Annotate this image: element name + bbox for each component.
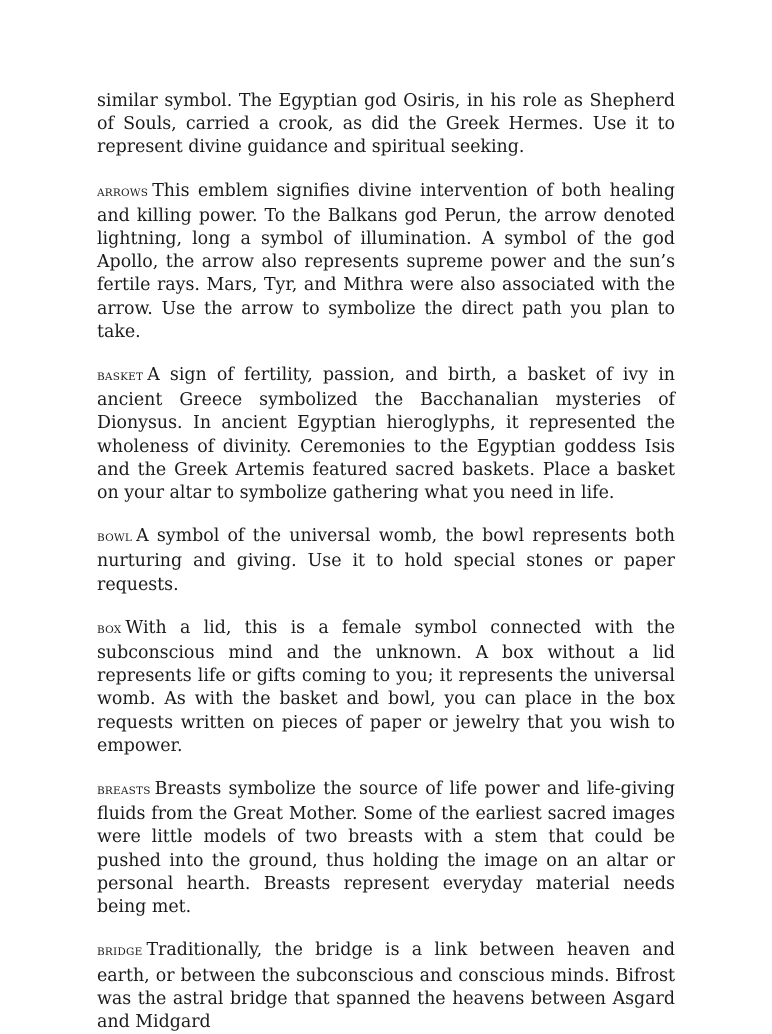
entry-breasts (97, 778, 675, 919)
entry-term: BASKET (97, 371, 144, 384)
entry-text: This emblem signifies divine intervention of both healing and killing power. To the Balkans god Perun, the arrow denoted lightning, long a symbol of illumination. A symbol of the god Apollo, the arrow also represents supreme power and the sun’s fertile rays. Mars, Tyr, and Mithra were also associated with the arrow. Use the arrow to symbolize the direct path you plan to take. (97, 180, 675, 342)
entry-term: BOWL (97, 532, 133, 545)
entry-text: Traditionally, the bridge is a link between heaven and earth, or between the subconscious and conscious minds. Bifrost was the astral bridge that spanned the heavens between Asgard and Midgard (97, 940, 675, 1032)
entry-text: Breasts symbolize the source of life power and life-giving fluids from the Great Mother. Some of the earliest sacred images were little models of two breasts with a stem that could be pushed into the ground, thus holding the image on an altar or personal hearth. Breasts represent everyday material needs being met. (97, 779, 675, 918)
entry-term: ARROWS (97, 186, 149, 199)
entry-term: BRIDGE (97, 946, 143, 959)
entry-bridge (97, 939, 675, 1034)
page-body (97, 90, 675, 1034)
entry-box (97, 617, 675, 758)
entry-text: A symbol of the universal womb, the bowl represents both nurturing and giving. Use it to hold special stones or paper requests. (97, 526, 675, 595)
entry-term: BOX (97, 623, 122, 636)
entry-text: similar symbol. The Egyptian god Osiris, in his role as Shepherd of Souls, carried a crook, as did the Greek Hermes. Use it to represent divine guidance and spiritual seeking. (97, 91, 675, 158)
entry-term: BREASTS (97, 785, 151, 798)
entry-arrows (97, 180, 675, 344)
continued-paragraph (97, 90, 675, 160)
entry-text: A sign of fertility, passion, and birth, a basket of ivy in ancient Greece symbolized the Bacchanalian mysteries of Dionysus. In ancient Egyptian hieroglyphs, it represented the wholeness of divinity. Ceremonies to the Egyptian goddess Isis and the Greek Artemis featured sacred baskets. Place a basket on your altar to symbolize gathering what you need in life. (97, 365, 675, 504)
entry-bowl (97, 525, 675, 597)
entry-basket (97, 364, 675, 505)
entry-text: With a lid, this is a female symbol connected with the subconscious mind and the unknown. A box without a lid represents life or gifts coming to you; it represents the universal womb. As with the basket and bowl, you can place in the box requests written on pieces of paper or jewelry that you wish to empower. (97, 617, 675, 756)
